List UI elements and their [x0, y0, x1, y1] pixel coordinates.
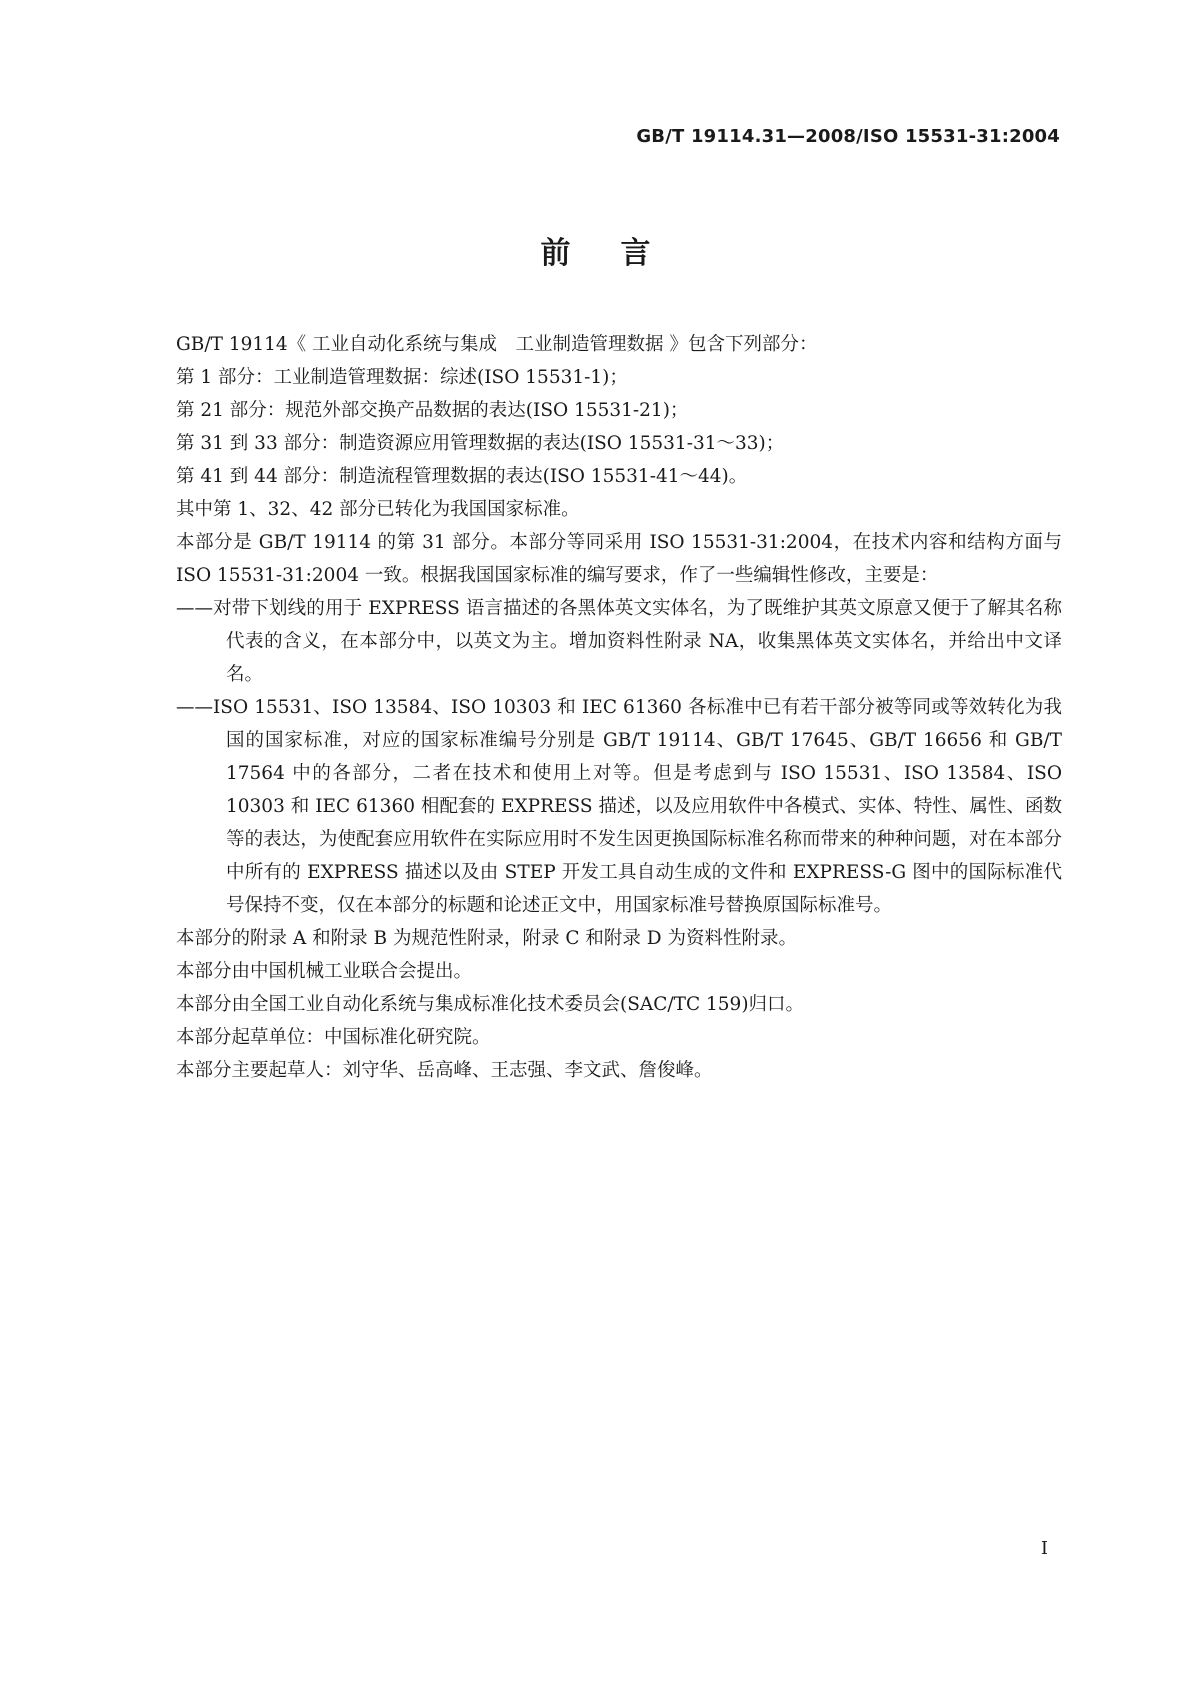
paragraph-adoption: 本部分是 GB/T 19114 的第 31 部分。本部分等同采用 ISO 15531-31:2004，在技术内容和结构方面与 ISO 15531-31:2004 一致。根据我国国家标准的编写要求，作了一些编辑性修改，主要是：	[176, 532, 1062, 586]
foreword-body	[176, 328, 1062, 1087]
paragraph-parts-intro: GB/T 19114《 工业自动化系统与集成 工业制造管理数据 》包含下列部分：	[176, 334, 818, 355]
paragraph-part-21: 第 21 部分：规范外部交换产品数据的表达(ISO 15531-21)；	[176, 400, 689, 421]
paragraph-drafting-unit: 本部分起草单位：中国标准化研究院。	[176, 1027, 491, 1048]
paragraph-drafters: 本部分主要起草人：刘守华、岳高峰、王志强、李文武、詹俊峰。	[176, 1060, 713, 1081]
paragraph-administered-by: 本部分由全国工业自动化系统与集成标准化技术委员会(SAC/TC 159)归口。	[176, 994, 805, 1015]
paragraph-part-41-44: 第 41 到 44 部分：制造流程管理数据的表达(ISO 15531-41～44)。	[176, 466, 748, 487]
paragraph-converted-parts: 其中第 1、32、42 部分已转化为我国国家标准。	[176, 499, 580, 520]
paragraph-proposed-by: 本部分由中国机械工业联合会提出。	[176, 961, 473, 982]
standard-code-header: GB/T 19114.31—2008/ISO 15531-31:2004	[636, 126, 1060, 147]
page-number: I	[1040, 1538, 1048, 1559]
dash-item-standard-codes: ——ISO 15531、ISO 13584、ISO 10303 和 IEC 61360 各标准中已有若干部分被等同或等效转化为我国的国家标准，对应的国家标准编号分别是 GB/T 19114、GB/T 17645、GB/T 16656 和 GB/T 17564 中的各部分，二者在技术和使用上对等。但是考虑到与 ISO 15531、ISO 13584、ISO 10303 和 IEC 61360 相配套的 EXPRESS 描述，以及应用软件中各模式、实体、特性、属性、函数等的表达，为使配套应用软件在实际应用时不发生因更换国际标准名称而带来的种种问题，对在本部分中所有的 EXPRESS 描述以及由 STEP 开发工具自动生成的文件和 EXPRESS-G 图中的国际标准代号保持不变，仅在本部分的标题和论述正文中，用国家标准号替换原国际标准号。	[176, 697, 1062, 916]
paragraph-part-31-33: 第 31 到 33 部分：制造资源应用管理数据的表达(ISO 15531-31～33)；	[176, 433, 785, 454]
page-title: 前言	[540, 236, 701, 271]
paragraph-part-1: 第 1 部分：工业制造管理数据：综述(ISO 15531-1)；	[176, 367, 628, 388]
dash-item-entity-names: ——对带下划线的用于 EXPRESS 语言描述的各黑体英文实体名，为了既维护其英文原意又便于了解其名称代表的含义，在本部分中，以英文为主。增加资料性附录 NA，收集黑体英文实体名，并给出中文译名。	[176, 598, 1062, 685]
paragraph-annexes: 本部分的附录 A 和附录 B 为规范性附录，附录 C 和附录 D 为资料性附录。	[176, 928, 797, 949]
